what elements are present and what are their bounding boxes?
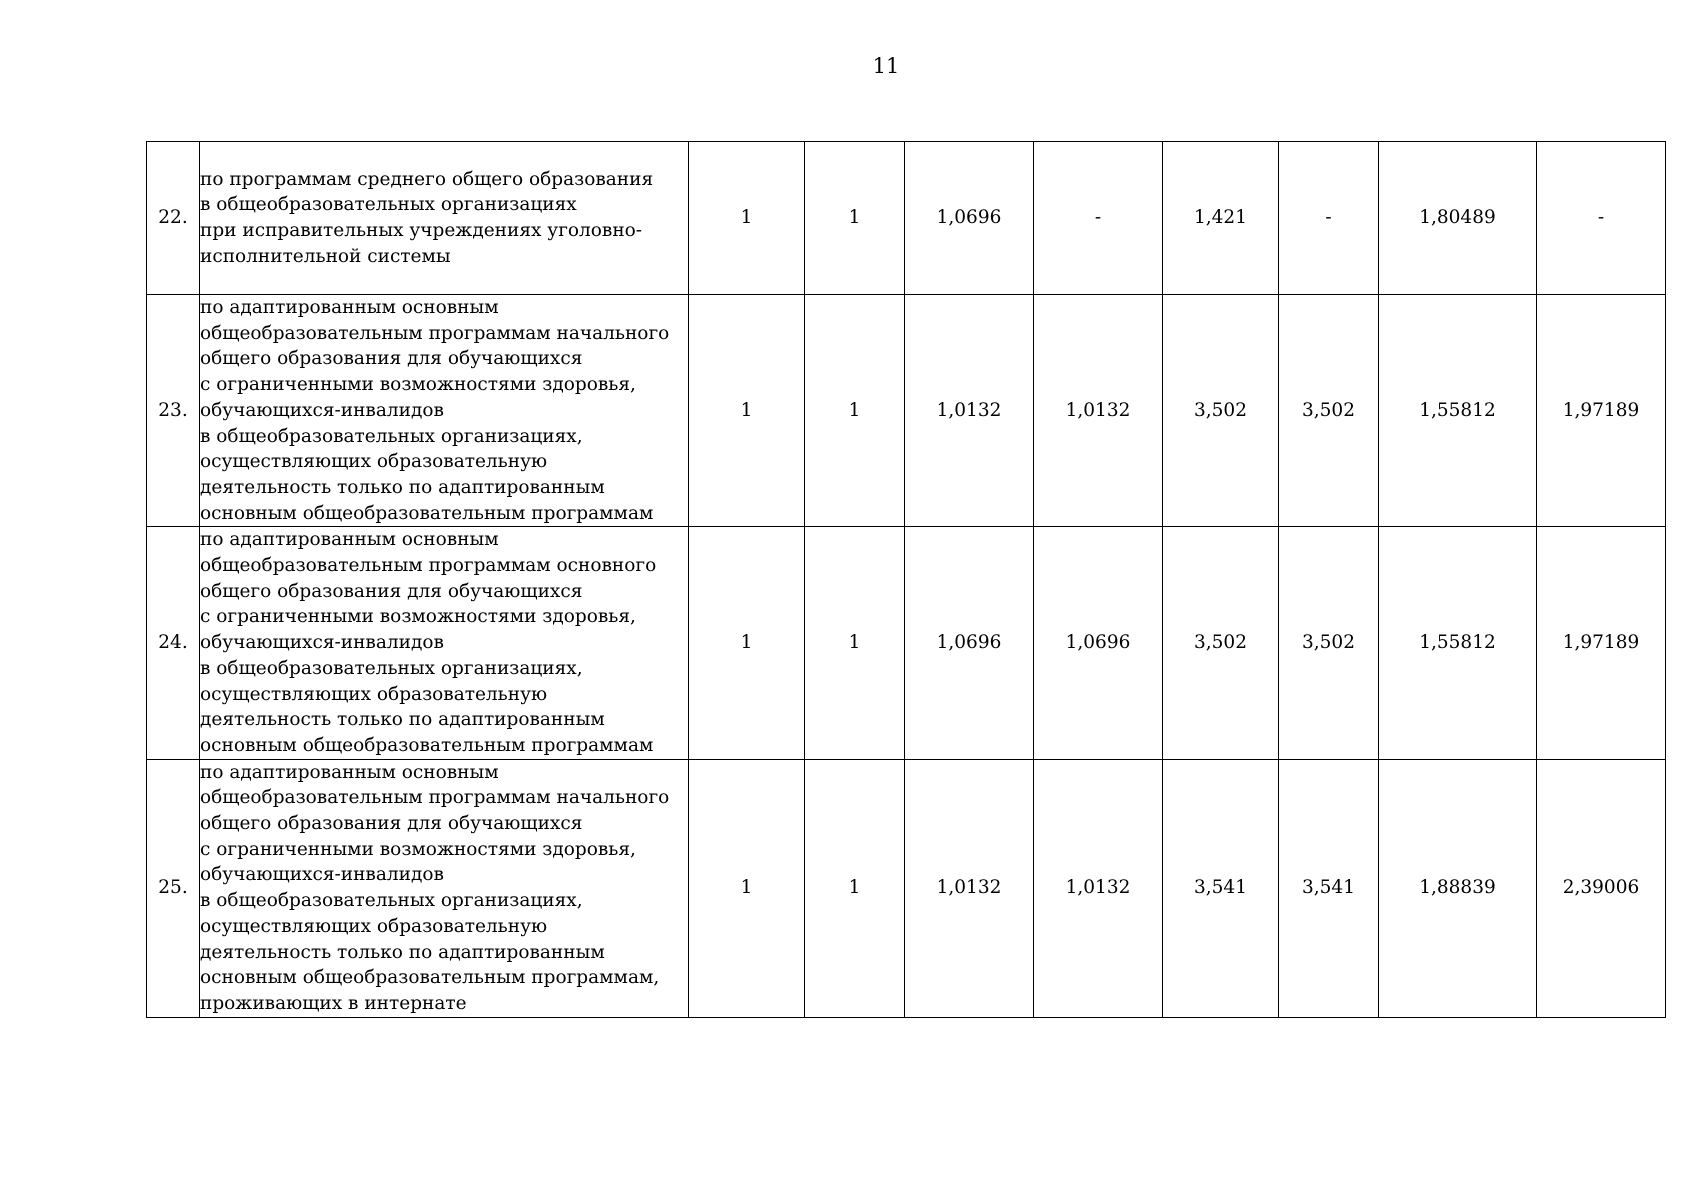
value-cell: 1,0132 xyxy=(1034,759,1163,1017)
table-row xyxy=(147,527,1666,759)
value-cell: - xyxy=(1034,142,1163,295)
value-cell: 3,541 xyxy=(1163,759,1279,1017)
value-cell: 1 xyxy=(689,527,805,759)
value-cell: - xyxy=(1537,142,1666,295)
value-cell: 1,0696 xyxy=(905,142,1034,295)
row-number: 23. xyxy=(147,295,200,527)
value-cell: 2,39006 xyxy=(1537,759,1666,1017)
row-number: 24. xyxy=(147,527,200,759)
value-cell: 1,97189 xyxy=(1537,295,1666,527)
value-cell: 3,502 xyxy=(1163,295,1279,527)
value-cell: 1 xyxy=(805,527,905,759)
value-cell: 1 xyxy=(805,142,905,295)
row-description: по адаптированным основным общеобразовательным программам начального общего образования для обучающихся с ограниченными возможностями здоровья, обучающихся-инвалидов в общеобразовательных организациях, осуществляющих образовательную деятельность только по адаптированным основным общеобразовательным программам, проживающих в интернате xyxy=(200,759,689,1017)
value-cell: 3,541 xyxy=(1279,759,1379,1017)
value-cell: 1,0132 xyxy=(1034,295,1163,527)
table-row xyxy=(147,142,1666,295)
row-description: по адаптированным основным общеобразовательным программам начального общего образования для обучающихся с ограниченными возможностями здоровья, обучающихся-инвалидов в общеобразовательных организациях, осуществляющих образовательную деятельность только по адаптированным основным общеобразовательным программам xyxy=(200,295,689,527)
row-number: 25. xyxy=(147,759,200,1017)
value-cell: 1,0132 xyxy=(905,295,1034,527)
value-cell: 1 xyxy=(689,759,805,1017)
value-cell: 1 xyxy=(805,759,905,1017)
value-cell: 1,421 xyxy=(1163,142,1279,295)
page-number: 11 xyxy=(872,54,900,78)
value-cell: 1,97189 xyxy=(1537,527,1666,759)
value-cell: - xyxy=(1279,142,1379,295)
table-row xyxy=(147,295,1666,527)
value-cell: 3,502 xyxy=(1163,527,1279,759)
row-description: по программам среднего общего образования в общеобразовательных организациях при исправительных учреждениях уголовно- исполнительной системы xyxy=(200,142,689,295)
value-cell: 3,502 xyxy=(1279,527,1379,759)
row-description: по адаптированным основным общеобразовательным программам основного общего образования для обучающихся с ограниченными возможностями здоровья, обучающихся-инвалидов в общеобразовательных организациях, осуществляющих образовательную деятельность только по адаптированным основным общеобразовательным программам xyxy=(200,527,689,759)
value-cell: 1,55812 xyxy=(1379,295,1537,527)
value-cell: 1,0696 xyxy=(905,527,1034,759)
value-cell: 3,502 xyxy=(1279,295,1379,527)
value-cell: 1,55812 xyxy=(1379,527,1537,759)
row-number: 22. xyxy=(147,142,200,295)
value-cell: 1,0696 xyxy=(1034,527,1163,759)
table-row xyxy=(147,759,1666,1017)
value-cell: 1,88839 xyxy=(1379,759,1537,1017)
value-cell: 1 xyxy=(805,295,905,527)
coefficients-table xyxy=(146,141,1666,1018)
value-cell: 1,80489 xyxy=(1379,142,1537,295)
value-cell: 1 xyxy=(689,142,805,295)
value-cell: 1,0132 xyxy=(905,759,1034,1017)
value-cell: 1 xyxy=(689,295,805,527)
